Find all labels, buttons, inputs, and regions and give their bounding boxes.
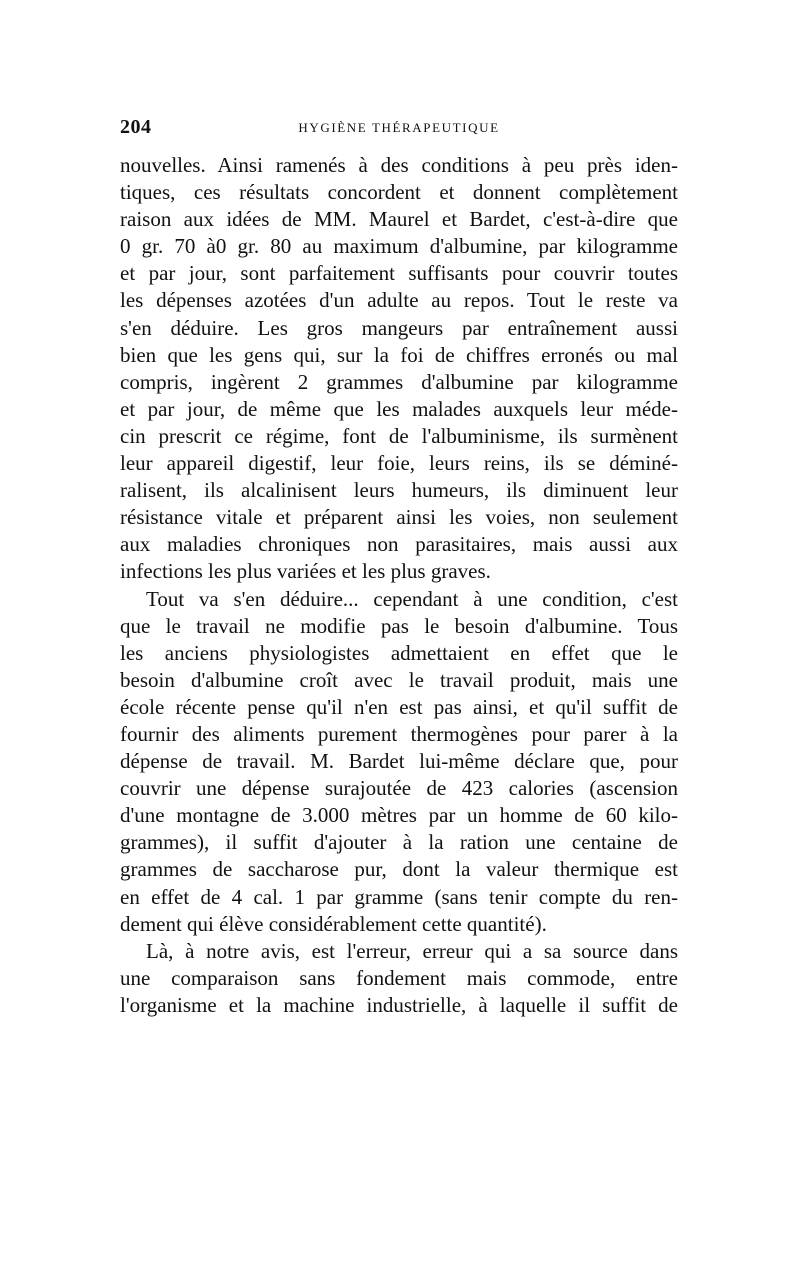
text-line: compris, ingèrent 2 grammes d'albumine par kilogramme	[120, 369, 678, 394]
text-line: l'organisme et la machine industrielle, à laquelle il suffit de	[120, 992, 678, 1017]
text-line: 0 gr. 70 à0 gr. 80 au maximum d'albumine, par kilogramme	[120, 234, 678, 259]
text-line: cin prescrit ce régime, font de l'albuminisme, ils surmènent	[120, 423, 678, 448]
page-header	[120, 116, 678, 142]
text-line: couvrir une dépense surajoutée de 423 calories (ascension	[120, 776, 678, 801]
text-line: les dépenses azotées d'un adulte au repos. Tout le reste va	[120, 288, 678, 313]
text-line: dépense de travail. M. Bardet lui-même déclare que, pour	[120, 749, 678, 774]
text-line: ralisent, ils alcalinisent leurs humeurs, ils diminuent leur	[120, 478, 678, 503]
text-line: que le travail ne modifie pas le besoin d'albumine. Tous	[120, 613, 678, 638]
text-line: grammes de saccharose pur, dont la valeur thermique est	[120, 857, 678, 882]
text-line: dement qui élève considérablement cette quantité).	[120, 911, 547, 936]
text-line: une comparaison sans fondement mais commode, entre	[120, 965, 678, 990]
text-line: résistance vitale et préparent ainsi les voies, non seulement	[120, 505, 678, 530]
text-line: infections les plus variées et les plus graves.	[120, 559, 491, 584]
text-line: tiques, ces résultats concordent et donnent complètement	[120, 180, 678, 205]
text-line: et par jour, sont parfaitement suffisants pour couvrir toutes	[120, 261, 678, 286]
text-line: fournir des aliments purement thermogènes pour parer à la	[120, 721, 678, 746]
text-line: Là, à notre avis, est l'erreur, erreur qui a sa source dans	[146, 938, 678, 963]
text-line: nouvelles. Ainsi ramenés à des conditions à peu près iden-	[120, 153, 678, 177]
text-line: d'une montagne de 3.000 mètres par un homme de 60 kilo-	[120, 803, 678, 828]
running-head: HYGIÈNE THÉRAPEUTIQUE	[298, 120, 500, 135]
text-line: bien que les gens qui, sur la foi de chiffres erronés ou mal	[120, 342, 678, 367]
text-line: s'en déduire. Les gros mangeurs par entraînement aussi	[120, 315, 678, 340]
text-line: leur appareil digestif, leur foie, leurs reins, ils se déminé-	[120, 451, 678, 476]
text-line: et par jour, de même que les malades auxquels leur méde-	[120, 396, 678, 421]
text-line: les anciens physiologistes admettaient en effet que le	[120, 640, 678, 665]
text-line: besoin d'albumine croît avec le travail produit, mais une	[120, 667, 678, 692]
page-number: 204	[120, 116, 152, 138]
text-line: école récente pense qu'il n'en est pas ainsi, et qu'il suffit de	[120, 694, 678, 719]
text-line: aux maladies chroniques non parasitaires, mais aussi aux	[120, 532, 678, 557]
text-line: en effet de 4 cal. 1 par gramme (sans tenir compte du ren-	[120, 884, 678, 909]
text-line: raison aux idées de MM. Maurel et Bardet, c'est-à-dire que	[120, 207, 678, 232]
text-line: grammes), il suffit d'ajouter à la ration une centaine de	[120, 830, 678, 855]
text-line: Tout va s'en déduire... cependant à une condition, c'est	[146, 586, 678, 611]
body-text	[120, 152, 678, 1019]
